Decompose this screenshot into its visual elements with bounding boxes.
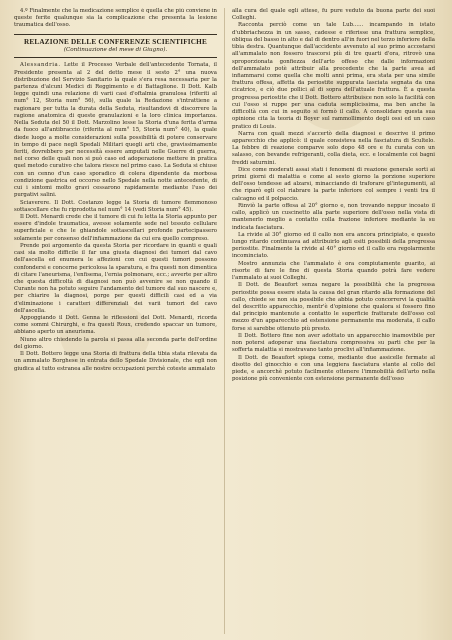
intro-paragraph: 4.º Finalmente che la medicazione semplice è quella che più conviene in queste ferite qualunque sia la complicazione che presenta la lesione traumatica dell'osso. [14,8,217,29]
body-paragraph: Racconta perciò come un tale Lub...... incampando in istato d'ubbriachezza in un sasso, cadesse e riferisse una frattura semplice, obliqua del basso in alto e dal di dentro all'in fuori nel terzo inferiore della tibia destra. Quantunque dall'accidente avvenuto al suo primo accostarsi all'ammalato non fossero trascorsi più di tre quarti d'ora, ritrovò una sproporzionata gonfiezza dell'arto offeso che dalle informazioni dell'ammalato potè attribuir alla precedente che la parte avea ad infiammarsi come quella che molti anni prima, era stata per una simile frattura offesa, affetta da periostite suppurata lasciata segnata da una cicatrice, e ciò due pollici al di sopra dell'attuale frattura. È a questa progressa periostite che il Dott. Bottero attribuisce non solo la facilità con cui l'osso si ruppe per una caduta semplicissima, ma ben anche la difficoltà con cui in seguito si formò il callo. A consolidare questa sua opinione cita la teoria di Boyer sul rammollimento degli ossi ed un caso pratico di Louis. [232,22,435,130]
body-paragraph: Rinviò la parte offesa al 20° giorno e, non trovando neppur incoato il callo, applicò un cuscinetto alla parte superiore dell'osso nella vista di mantenerlo meglio a contatto colla frazione inferiore mediante la su indicata fasciatura. [232,202,435,231]
body-paragraph: alla cura del quale egli attese, fu pure veduto da buona parte dei suoi Colleghi. [232,8,435,22]
body-paragraph: Niuno altro chiedendo la parola si passa alla seconda parte dell'ordine del giorno. [14,336,217,350]
body-paragraph: Sciaverere. Il Dott. Costanzo legge la Storia di tumore flemmonoso sottascellare che fu riprodotta nel num° 14 (vedi Storia num° 45). [14,199,217,213]
left-column [14,8,217,634]
right-column [232,8,435,634]
body-paragraph: Appoggiando il Dott. Genna le riflessioni del Dott. Menardi, ricorda come sommi Chirurghi, e fra questi Roux, credendo spaccar un tumore, abbiano aperto un aneurisma. [14,315,217,336]
body-paragraph: Il Dott. Bottero legge una Storia di frattura della tibia stata rilevata da un ammalato Borghese in entrata dello Spedale Divisionale, che egli non giudica al tutto estranea alle nostre occupazioni perchè coteste ammalato [14,351,217,372]
section-rule-top [14,34,217,35]
paragraph-text: Lette il Processo Verbale dell'antecedente Tornata, il Presidente presenta al 2 del detto mese il sesto 2° una nuova distribuzione del Servizio Sanitario la quale s'era resa necessaria per la partenza d'alcuni Medici di Reggimento e di Battaglione. Il Dott. Kalb legge quindi una relazione di varii casi d'oftalmia granulosa (riferiti al num° 12, Storia num° 56), sulla quale la Redazione s'intrattiene a ragionare per tutta la durata della Seduta, risultandovi di discorrere la ragione anatomica di queste granulazioni e la loro clinica importanza. Nella Seduta del 50 il Dott. Marzolino lesse la Storia d'una ferita d'arma da fuoco all'antibraccio (riferita al num° 15, Storia num° 40), la quale diede luogo a molte considerazioni sulla possibilità di potere conservare in tempo di pace negli Spedali Militari quegli arti che, gravissimamente feriti, dovrebbero per necessità essere amputati nelle Guerre di guerra, nel corso delle quali non si può caso ed adoperazione mettere in pratica quel metodo curativo che talora riesce nel primo caso. La Seduta si chiuse con un cenno d'un caso sporadico di colera dipendente da morbosa condizione gastrica ed occorso nello Spedale nella notte antecedente, di cui i sintomi molto gravi cessarono rapidamente mediante l'uso dei purgativi salini. [14,62,217,199]
body-paragraph: Prende poi argomento da questa Storia per ricordare in quanti e quali casi sia molto difficile il far una giusta diagnosi dei tumori dal cavo dell'ascella ed enumera le affezioni con cui questi tumori possono confondersi e concerne pericolosa la sparatura, e fra questi non dimentica di citare l'aneurisma, l'enfisema, l'ernia polmonare, ecc.; avverte per altro che questa difficoltà di diagnosi non può avvenire se non quando il Curante non ha potuto seguire l'andamento del tumore dal suo nascere e, per chiarire la diagnosi, porge per questi difficili casi ed a via d'eliminazione i caratteri differenziali dei varii tumori del cavo dell'ascella. [14,242,217,314]
place-name: Alessandria. [20,62,61,69]
body-paragraph: Il Dott. de Beaufort spiega come, mediante due assicelle fermate al disotto del ginocchio e con una leggiera fasciatura stante al collo del piede, e ancorchè potuto facilmente ottenere l'immobilità dell'arto nella posizione più conveniente con estensione permanente dell'osso [232,354,435,383]
body-paragraph: Mostro annunzia che l'ammalato è ora compiutamente guarito, ai risorte di fare le fine di questa Storia quando potrà fare vedere l'ammalato ai suoi Colleghi. [232,260,435,282]
body-paragraph: Narra con quali mezzi s'accertò della diagnosi e descrive il primo apparecchio che applicò: il quale consisteva nella fasciatura di Scultelo. La febbre di reazione comparve solo dopo 48 ore e fu curata con un salasso, con bevande refrigeranti, colla dieta, ecc. e localmente coi bagni freddi saturnini. [232,130,435,166]
body-paragraph: Il Dott. de Beaufort senza negare la possibilità che la pregressa periostite possa essere stata la causa del gran ritardo alla formazione del callo, chiede se non sia possibile che abbia potuto concorrervi la qualità del descritto apparecchio, mentr'è d'opinione che qualora si fossero fino dal principio mantenute a contatto le superficie fratturate dell'osso col mezzo d'un apparecchio ad estensione permanente ma moderata, il callo forse si sarebbe ottenuto più presto. [232,282,435,332]
section-title: RELAZIONE DELLE CONFERENZE SCIENTIFICHE [24,37,207,46]
body-paragraph [14,62,217,199]
body-paragraph: Dice come moderati assai stati i fenomeni di reazione generale sorti ai primi giorni di malattia e come al sesto giorno la porzione superiore dell'osso tendesse ad alzarsi, minacciando di traforare gl'integumenti, al che riparò egli col riabrare la parte inferiore col sempre i venti tra il calcagno ed il polpaccio. [232,166,435,202]
body-paragraph: Il Dott. Bottero fine non aver adottato un apparecchio inamovibile per non potersi adoperar una fasciatura compressiva su parti che per la sofferta malattia si mostravano tanto proclivi all'infiammazione. [232,332,435,354]
body-paragraph: La rivide al 30° giorno ed il callo non era ancora principiato, e questo lungo ritardo continuava ad attribuirlo agli esiti possibili della pregressa periostite. Finalmente la rivide al 40° giorno ed il callo era regolarmente incominciato. [232,231,435,260]
body-paragraph: Il Dott. Menardi crede che il tumore di cui fu letta la Storia appunto per essere d'indole traumatica, avesse solamente sede nel tessuto cellulare superficiale e che le ghiandole sottascellari profonde partecipassero solamente per consenso dell'infiammazione da cui era quello compreso. [14,213,217,242]
column-gutter [224,8,225,634]
section-rule-bottom [14,57,217,58]
section-subtitle: (Continuazione del mese di Giugno). [63,47,168,54]
